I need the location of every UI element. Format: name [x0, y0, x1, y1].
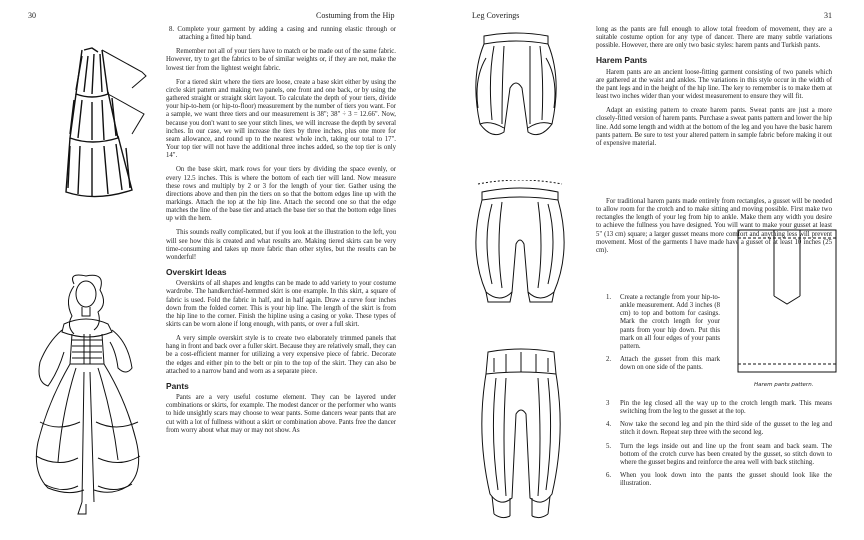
- right-text-column-top: [596, 26, 832, 154]
- paragraph: long as the pants are full enough to allow total freedom of movement, they are a suitable costume option for any type of dancer. There are many subtle variations possible. However, there are only two basic styles: harem pants and Turkish pants.: [596, 26, 832, 50]
- paragraph: Harem pants are an ancient loose-fitting garment consisting of two panels which are gathered at the waist and ankles. The variations in this style occur in the width of the pant legs and in the height of the hip line. The key to remember is to make them at least two inches wider than your widest measurement to ensure they will fit.: [596, 68, 832, 101]
- steps-list-narrow: [596, 294, 720, 377]
- steps-list-wide: [596, 400, 832, 493]
- harem-pants-short-icon: [470, 28, 562, 154]
- running-head-left: Costuming from the Hip: [316, 11, 395, 20]
- paragraph: For a tiered skirt where the tiers are loose, create a base skirt either by using the circle skirt pattern and making two panels, one front and one back, or by using the gathered straight or straight skirt layout. To calculate the depth of your tiers, divide your hip-to-hem (or hip-to-floor) measurement by the number of tiers you want. For a sample, we want three tiers and our measurement is 38"; 38" ÷ 3 = 12.66". Now, because you don't want to see your stitch lines, we will increase the depth by several inches. In our case, we will increase the tiers by three inches, plus one more for seam allowance, and round up to the nearest whole inch, taking our total to 17". Your top tier will not have the additional three inches added, so the top tier is only 14".: [166, 78, 396, 160]
- page-number-left: 30: [28, 11, 36, 20]
- list-item: 4. Now take the second leg and pin the third side of the gusset to the leg and stitch it down. Repeat step three with the second leg.: [606, 421, 832, 437]
- dancer-costume-illustration: [28, 272, 148, 520]
- right-text-column-gusset: [596, 198, 832, 255]
- pattern-caption: Harem pants pattern.: [754, 382, 814, 388]
- paragraph: On the base skirt, mark rows for your tiers by dividing the space evenly, or every 12.5 inches. This is where the bottom of each tier will land. Now measure these rows and multiply by 2 or 3 for the length of your tier. Gather using the directions above and then pin the tiers on so that the bottom edges line up with the markings. Attach the top at the hip line. Attach the second one so that the edge matches the line of the base tier and attach the base tier so that the bottom edge lines up with the hem.: [166, 166, 396, 223]
- right-page: [432, 0, 864, 540]
- section-heading-harem: Harem Pants: [596, 55, 648, 66]
- list-item: 6. When you look down into the pants the gusset should look like the illustration.: [606, 472, 832, 488]
- paragraph: Overskirts of all shapes and lengths can be made to add variety to your costume wardrobe. The handkerchief-hemmed skirt is one example. In this skirt, a square of fabric is used. Fold the fabric in half, and in half again. Draw a curve four inches down from the folded corner. This is your hip line. The length of the skirt is from the hip line to the corner. Finish the hipline using a casing or yoke. These types of skirts can be worn alone if long enough, with pants, or over a full skirt.: [166, 280, 396, 328]
- gusset-paragraph-text: For traditional harem pants made entirely from rectangles, a gusset will be needed to allow room for the crotch and to make sitting and moving possible. First make two rectangles the length of your leg from hip to ankle. Make them any width you desire to achieve the fullness you have designed. You will want to make your gusset at least 5" (13 cm) square; a larger gusset means more comfort and anything less will prevent movement. Most of the garments I have made have a gusset of at least 10 inches (25 cm).: [596, 198, 832, 254]
- running-head-right: Leg Coverings: [472, 11, 520, 20]
- left-text-column: [166, 26, 396, 441]
- list-item: 3 Pin the leg closed all the way up to the crotch length mark. This means switching from the leg to the gusset at the top.: [606, 400, 832, 416]
- section-heading-pants: Pants: [166, 380, 189, 391]
- list-item: 2. Attach the gusset from this mark down on one side of the pants.: [606, 356, 720, 372]
- paragraph: Remember not all of your tiers have to match or be made out of the same fabric. However, try to get the fabrics to be of similar weights or, if they are not, make the lowest tier from the lightest weight fabric.: [166, 48, 396, 72]
- paragraph: This sounds really complicated, but if you look at the illustration to the left, you will see how this is created and what results are. Making tiered skirts can be very time-consuming and takes up more fabric than other styles, but the results can be wonderful!: [166, 229, 396, 261]
- step-8: 8. Complete your garment by adding a casing and running elastic through or attaching a fitted hip band.: [169, 26, 396, 42]
- harem-pants-full-icon: [472, 180, 568, 310]
- page-number-right: 31: [824, 11, 832, 20]
- paragraph: A very simple overskirt style is to create two elaborately trimmed panels that hang in front and back over a fuller skirt. Because they are relatively small, they can be a cost-efficient manner for utilizing a very expensive piece of fabric. Decorate the edges and either pin to the belt or pin to the top of the skirt. They can also be attached to a narrow band and worn as a separate piece.: [166, 335, 396, 375]
- paragraph: [596, 198, 832, 255]
- tiered-skirt-diagram-icon: [62, 42, 152, 210]
- paragraph: Adapt an existing pattern to create harem pants. Sweat pants are just a more closely-fitted version of harem pants. Purchase a sweat pants pattern and lower the hip line. Add some length and width at the bottom of the leg and you have the basic harem pants pattern. Be sure to test your altered pattern in sample fabric before making it out of expensive material.: [596, 107, 832, 147]
- paragraph: Pants are a very useful costume element. They can be layered under combinations or skirts, for example. The modest dancer or the performer who wants to hide unsightly scars may choose to wear pants. Some dancers wear pants that are cut with a lot of fullness without a skirt or combination above. Pants free the dancer from worry about what may or may not show. As: [166, 394, 396, 434]
- section-heading-overskirt: Overskirt Ideas: [166, 267, 227, 278]
- list-item: 1. Create a rectangle from your hip-to-ankle measurement. Add 3 inches (8 cm) to top and bottom for casings. Mark the crotch length for your pants from your hip down. Put this mark on all four edges of your pants pattern.: [606, 294, 720, 350]
- list-item: 5. Turn the legs inside out and line up the front seam and back seam. The bottom of the crotch curve has been created by the gusset, so stitch down to where the gusset begins and reinforce the area well with back stitching.: [606, 442, 832, 466]
- harem-pants-sheer-icon: [476, 344, 566, 522]
